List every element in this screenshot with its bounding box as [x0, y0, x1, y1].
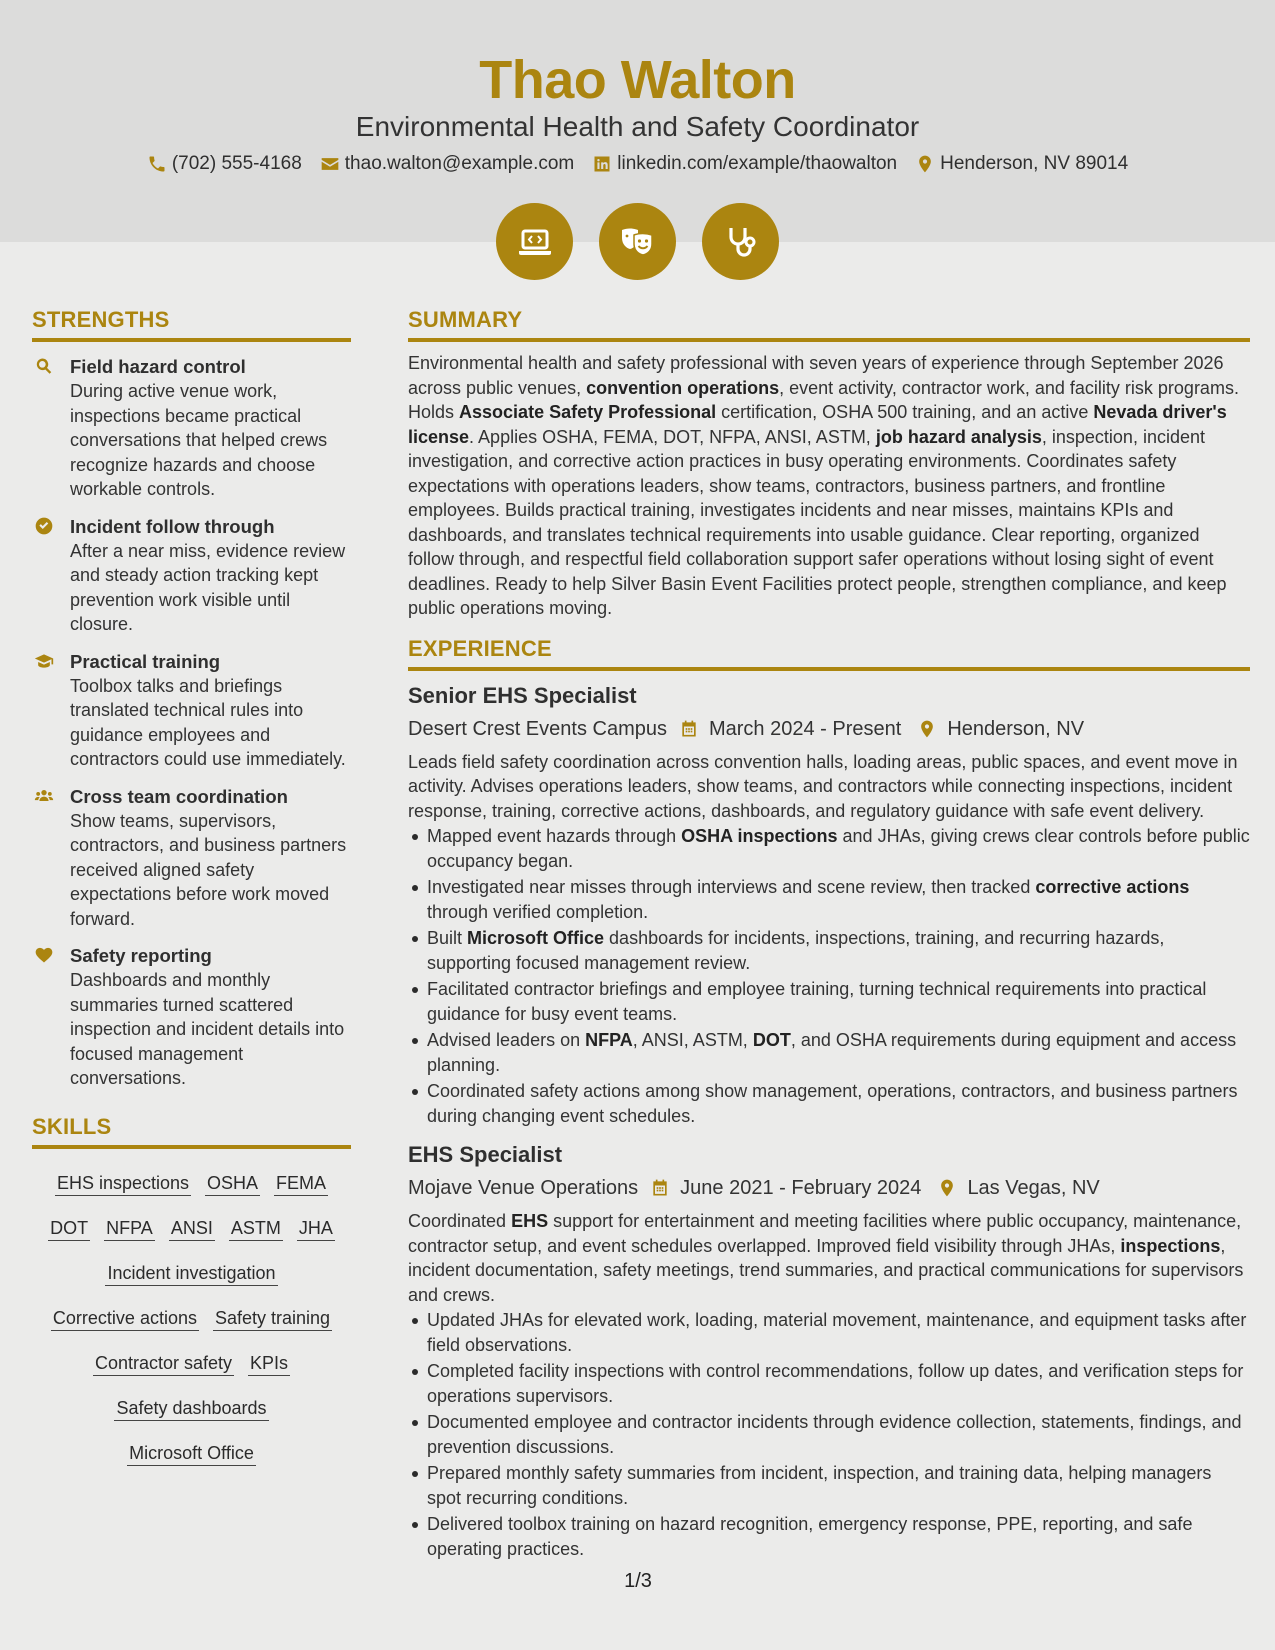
strength-title: Field hazard control — [70, 356, 246, 377]
list-item: Advised leaders on NFPA, ANSI, ASTM, DOT, and OSHA requirements during equipment and access planning. — [408, 1028, 1250, 1077]
skill-tag: Contractor safety — [93, 1351, 234, 1376]
theater-masks-icon — [618, 222, 658, 262]
job-title: EHS Specialist — [408, 1142, 563, 1167]
skill-tag: OSHA — [205, 1171, 260, 1196]
strength-title: Cross team coordination — [70, 785, 288, 807]
strength-item — [32, 943, 351, 1091]
badge-stethoscope — [702, 203, 779, 280]
skill-tag: DOT — [48, 1216, 90, 1241]
map-pin-icon — [915, 154, 935, 174]
experience-heading: EXPERIENCE — [408, 635, 1250, 671]
list-item: Completed facility inspections with control recommendations, follow up dates, and verification steps for operations supervisors. — [408, 1359, 1250, 1408]
list-item: Documented employee and contractor incidents through evidence collection, statements, findings, and prevention discussions. — [408, 1410, 1250, 1459]
candidate-name: Thao Walton — [479, 50, 796, 110]
strength-text: During active venue work, inspections became practical conversations that helped crews recognize hazards and choose workable controls. — [70, 381, 328, 499]
job-description: Coordinated EHS support for entertainment and meeting facilities where public occupancy, maintenance, contractor setup, and event schedules overlapped. Improved field visibility through JHAs, inspections, incident documentation, safety meetings, trend summaries, and practical communications for supervisors and crews. — [408, 1211, 1244, 1305]
job-dates: March 2024 - Present — [708, 717, 902, 740]
job-location: Henderson, NV — [947, 717, 1085, 740]
job-entry — [408, 681, 1250, 1129]
contact-phone[interactable] — [147, 150, 302, 178]
map-pin-icon — [937, 1178, 957, 1198]
search-icon — [34, 356, 54, 376]
skill-tag: ANSI — [169, 1216, 215, 1241]
strength-item — [32, 354, 351, 502]
list-item: Investigated near misses through interviews and scene review, then tracked corrective actions through verified completion. — [408, 875, 1250, 924]
calendar-icon — [679, 719, 699, 739]
strength-item — [32, 514, 351, 637]
summary-heading: SUMMARY — [408, 306, 1250, 342]
list-item: Mapped event hazards through OSHA inspections and JHAs, giving crews clear controls before public occupancy began. — [408, 824, 1250, 873]
linkedin-text: linkedin.com/example/thaowalton — [617, 153, 898, 174]
strength-title: Incident follow through — [70, 515, 275, 537]
users-icon — [34, 786, 54, 806]
skill-tag: NFPA — [104, 1216, 155, 1241]
summary-text: Environmental health and safety professional with seven years of experience through September 2026 across public venues, convention operations, event activity, contractor work, and facility risk programs. Holds Associate Safety Professional certification, OSHA 500 training, and an active Nevada driver's license. Applies OSHA, FEMA, DOT, NFPA, ANSI, ASTM, job hazard analysis, inspection, incident investigation, and corrective action practices in busy operating environments. Coordinates safety expectations with operations leaders, show teams, contractors, business partners, and frontline employees. Builds practical training, investigates incidents and near misses, maintains KPIs and dashboards, and translates technical requirements into usable guidance. Clear reporting, organized follow through, and respectful field collaboration support safer operations without losing sight of event deadlines. Ready to help Silver Basin Event Facilities protect people, strengthen compliance, and keep public operations moving. — [408, 353, 1239, 618]
list-item: Facilitated contractor briefings and employee training, turning technical requirements into practical guidance for busy event teams. — [408, 977, 1250, 1026]
job-meta — [408, 1174, 1250, 1202]
check-circle-icon — [34, 516, 54, 536]
strength-text: Show teams, supervisors, contractors, and business partners received aligned safety expectations before work moved forward. — [70, 810, 347, 929]
heart-icon — [34, 945, 54, 965]
skill-tag: Microsoft Office — [127, 1441, 256, 1466]
job-description: Leads field safety coordination across convention halls, loading areas, public spaces, and event move in activity. Advises operations leaders, show teams, and contractors while connecting inspections, incident response, training, corrective actions, dashboards, and regulatory guidance with safe event delivery. — [408, 751, 1238, 821]
job-company: Mojave Venue Operations — [408, 1177, 639, 1199]
phone-text: (702) 555-4168 — [171, 153, 302, 174]
skill-tag: Corrective actions — [51, 1306, 199, 1331]
stethoscope-icon — [721, 222, 761, 262]
contact-email[interactable] — [320, 150, 574, 178]
skill-tag: FEMA — [274, 1171, 328, 1196]
candidate-title: Environmental Health and Safety Coordinator — [355, 111, 920, 142]
map-pin-icon — [917, 719, 937, 739]
job-bullets — [408, 824, 1250, 1128]
strength-text: After a near miss, evidence review and steady action tracking kept prevention work visible until closure. — [70, 540, 346, 634]
contact-location — [915, 150, 1128, 178]
job-entry — [408, 1140, 1250, 1561]
email-text: thao.walton@example.com — [344, 153, 575, 174]
laptop-code-icon — [515, 222, 555, 262]
job-title: Senior EHS Specialist — [408, 682, 637, 708]
skill-tag: EHS inspections — [55, 1171, 191, 1196]
strengths-heading: STRENGTHS — [32, 306, 351, 342]
skill-tag: Safety training — [213, 1306, 332, 1331]
right-column — [408, 306, 1250, 1563]
skills-list — [32, 1161, 351, 1476]
contact-bar — [0, 150, 1275, 178]
skill-tag: Safety dashboards — [114, 1396, 268, 1421]
badge-masks — [599, 203, 676, 280]
graduation-cap-icon — [34, 651, 54, 671]
strength-title: Practical training — [70, 650, 221, 672]
linkedin-icon — [592, 154, 612, 174]
contact-linkedin[interactable] — [592, 150, 897, 178]
job-bullets — [408, 1308, 1250, 1561]
location-text: Henderson, NV 89014 — [940, 153, 1129, 174]
list-item: Built Microsoft Office dashboards for incidents, inspections, training, and recurring hazards, supporting focused management review. — [408, 926, 1250, 975]
job-location: Las Vegas, NV — [967, 1177, 1100, 1199]
strength-text: Dashboards and monthly summaries turned scattered inspection and incident details into focused management conversations. — [70, 970, 345, 1088]
strength-title: Safety reporting — [70, 945, 212, 966]
job-company: Desert Crest Events Campus — [408, 717, 667, 740]
skill-tag: KPIs — [248, 1351, 290, 1376]
page-number: 1/3 — [624, 1570, 652, 1592]
interest-badges — [0, 203, 1275, 280]
list-item: Prepared monthly safety summaries from incident, inspection, and training data, helping managers spot recurring conditions. — [408, 1461, 1250, 1510]
skill-tag: ASTM — [229, 1216, 283, 1241]
strength-item — [32, 649, 351, 772]
skill-tag: JHA — [297, 1216, 335, 1241]
badge-laptop — [496, 203, 573, 280]
list-item: Delivered toolbox training on hazard recognition, emergency response, PPE, reporting, and safe operating practices. — [408, 1512, 1250, 1561]
envelope-icon — [320, 154, 340, 174]
job-meta — [408, 715, 1250, 743]
list-item: Coordinated safety actions among show management, operations, contractors, and business partners during changing event schedules. — [408, 1079, 1250, 1128]
job-dates: June 2021 - February 2024 — [680, 1177, 922, 1199]
list-item: Updated JHAs for elevated work, loading, material movement, maintenance, and equipment tasks after field observations. — [408, 1308, 1250, 1357]
phone-icon — [147, 154, 167, 174]
strength-text: Toolbox talks and briefings translated technical rules into guidance employees and contractors could use immediately. — [70, 675, 346, 769]
calendar-icon — [650, 1178, 670, 1198]
strength-item — [32, 784, 351, 932]
skill-tag: Incident investigation — [105, 1261, 277, 1286]
skills-heading: SKILLS — [32, 1113, 351, 1149]
left-column — [32, 306, 351, 1476]
